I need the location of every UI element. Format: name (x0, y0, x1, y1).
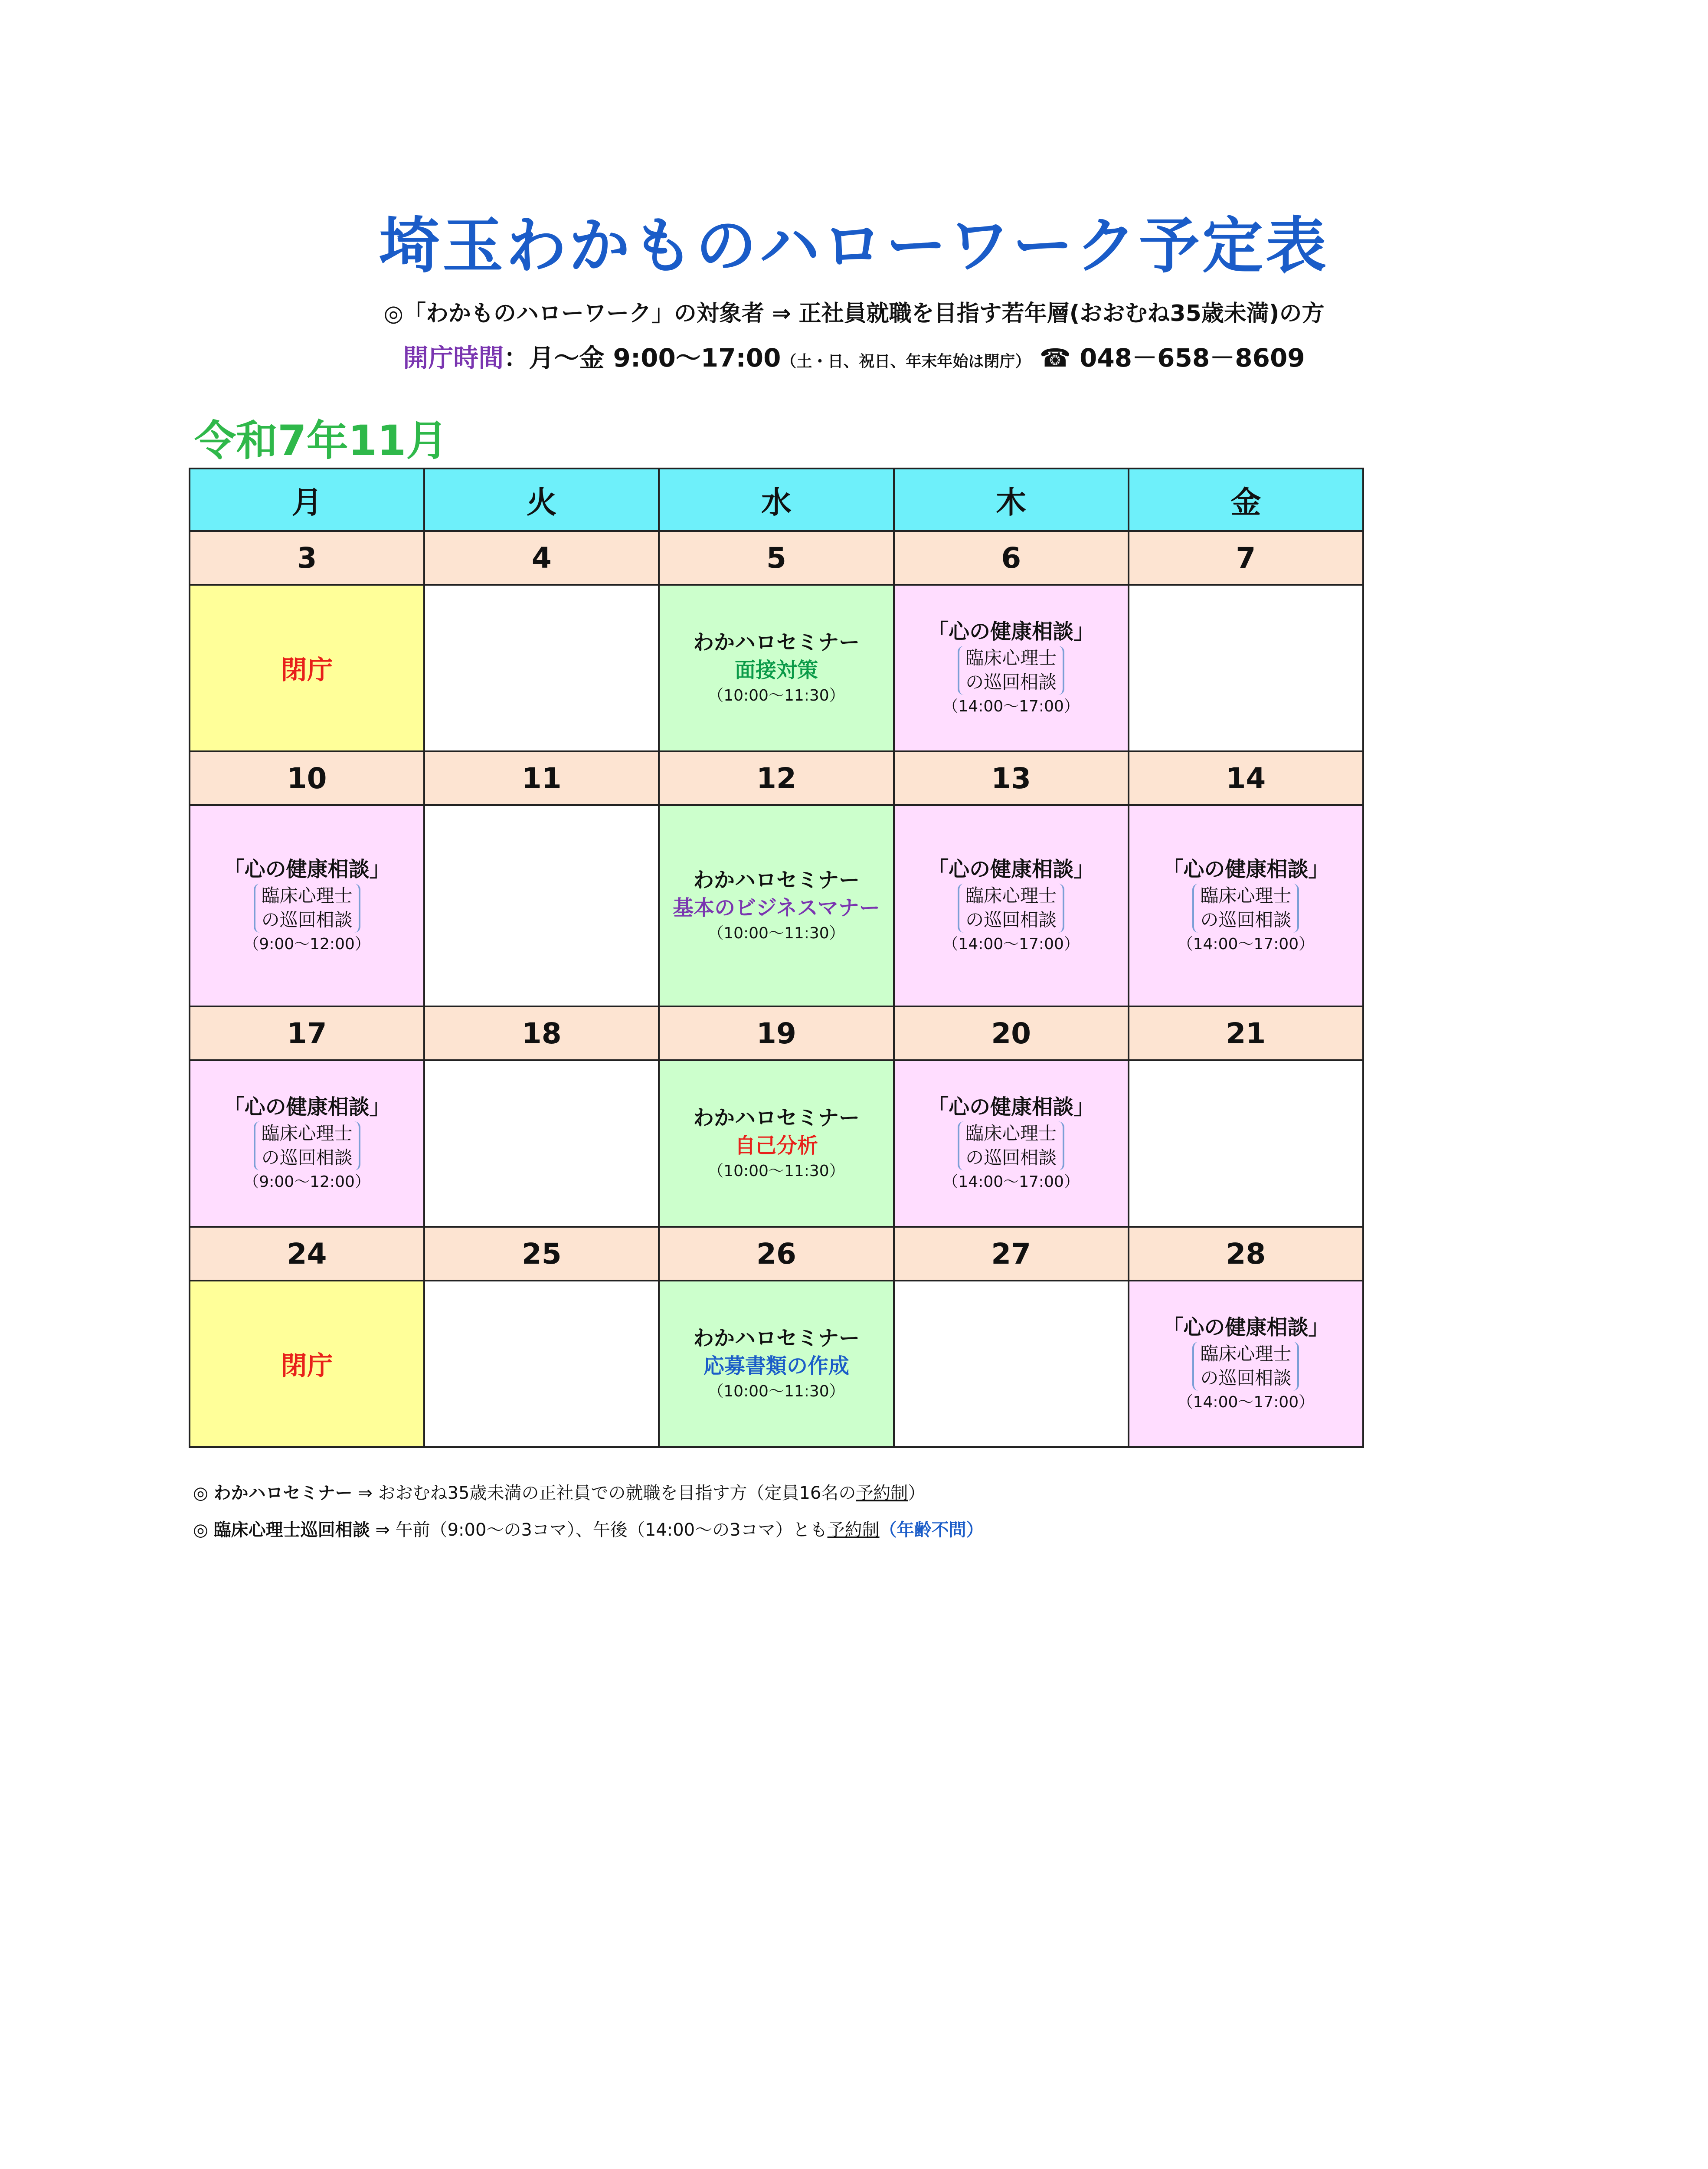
weekday-thu: 木 (894, 469, 1129, 531)
date-cell: 6 (894, 531, 1129, 585)
seminar-note-close: ） (908, 1483, 926, 1503)
consultation-time: （14:00～17:00） (942, 1173, 1080, 1191)
consultation-line1: 臨床心理士 (965, 647, 1057, 668)
date-cell: 13 (894, 751, 1129, 805)
seminar-topic: 自己分析 (734, 1134, 818, 1158)
consultation-title: 「心の健康相談」 (928, 857, 1095, 881)
consultation-description (1192, 1342, 1299, 1391)
seminar-topic: 応募書類の作成 (703, 1354, 849, 1379)
date-cell: 12 (659, 751, 893, 805)
event-row (190, 805, 1363, 1006)
hours-label: 開庁時間 (403, 343, 504, 373)
empty-day-cell (894, 1281, 1129, 1447)
date-cell: 11 (424, 751, 659, 805)
consultation-time: （9:00～12:00） (243, 1173, 370, 1191)
hours-closed-note: （土・日、祝日、年末年始は閉庁） (781, 353, 1031, 370)
date-cell: 7 (1129, 531, 1363, 585)
date-row (190, 751, 1363, 805)
date-cell: 17 (190, 1006, 424, 1060)
seminar-topic: 面接対策 (734, 658, 818, 683)
consultation-line1: 臨床心理士 (261, 1122, 353, 1144)
event-row (190, 1281, 1363, 1447)
seminar-title: わかハロセミナー (693, 868, 860, 893)
empty-day-cell (1129, 1060, 1363, 1227)
phone-number[interactable]: 048－658－8609 (1080, 343, 1305, 373)
consultation-title: 「心の健康相談」 (223, 1094, 390, 1119)
consultation-line2: の巡回相談 (965, 1147, 1057, 1169)
consultation-time: （14:00～17:00） (942, 935, 1080, 953)
consultation-time: （14:00～17:00） (942, 698, 1080, 716)
date-cell: 18 (424, 1006, 659, 1060)
consultation-cell (190, 1060, 424, 1227)
date-cell: 27 (894, 1227, 1129, 1281)
consultation-description (1192, 884, 1299, 933)
consultation-line1: 臨床心理士 (1200, 885, 1292, 906)
empty-day-cell (424, 805, 659, 1006)
date-cell: 21 (1129, 1006, 1363, 1060)
consultation-line2: の巡回相談 (261, 909, 353, 931)
date-cell: 10 (190, 751, 424, 805)
seminar-reservation-label: 予約制 (856, 1483, 908, 1503)
consultation-line1: 臨床心理士 (965, 1122, 1057, 1144)
date-cell: 4 (424, 531, 659, 585)
date-cell: 28 (1129, 1227, 1363, 1281)
consultation-title: 「心の健康相談」 (1162, 857, 1329, 881)
target-audience-line: ◎「わかものハローワーク」の対象者 ⇒ 正社員就職を目指す若年層(おおむね35歳未満)の方 (383, 301, 1325, 327)
consultation-line2: の巡回相談 (965, 909, 1057, 931)
consultation-title: 「心の健康相談」 (1162, 1315, 1329, 1340)
consultation-time: （14:00～17:00） (1177, 935, 1315, 953)
weekday-tue: 火 (424, 469, 659, 531)
weekday-wed: 水 (659, 469, 893, 531)
date-cell: 25 (424, 1227, 659, 1281)
seminar-title: わかハロセミナー (693, 630, 860, 655)
seminar-note (193, 1479, 925, 1504)
event-row (190, 585, 1363, 751)
consultation-cell (1129, 1281, 1363, 1447)
schedule-calendar (189, 468, 1364, 1448)
date-cell: 14 (1129, 751, 1363, 805)
consultation-description (958, 646, 1064, 695)
consultation-description (254, 1121, 360, 1170)
consultation-cell (894, 805, 1129, 1006)
seminar-time: （10:00～11:30） (708, 1162, 845, 1180)
closed-label: 閉庁 (281, 655, 333, 685)
seminar-cell (659, 1060, 893, 1227)
consultation-description (958, 884, 1064, 933)
weekday-fri: 金 (1129, 469, 1363, 531)
note-mark: ◎ (193, 1520, 208, 1540)
consultation-cell (894, 1060, 1129, 1227)
date-cell: 26 (659, 1227, 893, 1281)
consultation-line1: 臨床心理士 (1200, 1343, 1292, 1364)
seminar-topic: 基本のビジネスマナー (673, 896, 880, 921)
closed-day-cell (190, 1281, 424, 1447)
event-row (190, 1060, 1363, 1227)
weekday-header-row (190, 469, 1363, 531)
seminar-time: （10:00～11:30） (708, 924, 845, 942)
empty-day-cell (424, 1281, 659, 1447)
date-cell: 24 (190, 1227, 424, 1281)
weekday-mon: 月 (190, 469, 424, 531)
seminar-time: （10:00～11:30） (708, 686, 845, 704)
seminar-title: わかハロセミナー (693, 1106, 860, 1130)
consultation-line2: の巡回相談 (261, 1147, 353, 1169)
empty-day-cell (424, 1060, 659, 1227)
note-mark: ◎ (193, 1483, 208, 1503)
seminar-cell (659, 585, 893, 751)
consultation-reservation-label: 予約制 (827, 1520, 880, 1540)
date-cell: 20 (894, 1006, 1129, 1060)
seminar-time: （10:00～11:30） (708, 1382, 845, 1400)
seminar-title: わかハロセミナー (693, 1326, 860, 1351)
consultation-title: 「心の健康相談」 (223, 857, 390, 881)
consultation-title: 「心の健康相談」 (928, 619, 1095, 644)
seminar-note-label: わかハロセミナー (213, 1483, 353, 1503)
empty-day-cell (424, 585, 659, 751)
consultation-line1: 臨床心理士 (261, 885, 353, 906)
opening-hours-line (0, 337, 1708, 374)
seminar-note-text: おおむね35歳未満の正社員での就職を目指す方（定員16名の (378, 1483, 856, 1503)
consultation-line2: の巡回相談 (965, 672, 1057, 693)
date-cell: 3 (190, 531, 424, 585)
consultation-note-label: 臨床心理士巡回相談 (213, 1520, 370, 1540)
consultation-note (193, 1516, 984, 1541)
month-title: 令和7年11月 (194, 416, 448, 465)
consultation-line2: の巡回相談 (1200, 1367, 1292, 1389)
consultation-cell (190, 805, 424, 1006)
consultation-cell (894, 585, 1129, 751)
date-cell: 5 (659, 531, 893, 585)
consultation-description (254, 884, 360, 933)
age-unrestricted-note: （年齢不問） (879, 1520, 984, 1540)
seminar-cell (659, 1281, 893, 1447)
page-title: 埼玉わかものハローワーク予定表 (379, 211, 1329, 282)
closed-day-cell (190, 585, 424, 751)
consultation-title: 「心の健康相談」 (928, 1094, 1095, 1119)
arrow-icon: ⇒ (375, 1520, 390, 1540)
telephone-icon: ☎ (1039, 343, 1071, 373)
consultation-cell (1129, 805, 1363, 1006)
consultation-time: （14:00～17:00） (1177, 1393, 1315, 1412)
seminar-cell (659, 805, 893, 1006)
consultation-note-text: 午前（9:00～の3コマ）、午後（14:00～の3コマ）とも (395, 1520, 828, 1540)
consultation-line1: 臨床心理士 (965, 885, 1057, 906)
date-row (190, 1227, 1363, 1281)
date-row (190, 531, 1363, 585)
arrow-icon: ⇒ (358, 1483, 373, 1503)
consultation-time: （9:00～12:00） (243, 935, 370, 953)
consultation-description (958, 1121, 1064, 1170)
consultation-line2: の巡回相談 (1200, 909, 1292, 931)
date-cell: 19 (659, 1006, 893, 1060)
closed-label: 閉庁 (281, 1351, 333, 1381)
date-row (190, 1006, 1363, 1060)
empty-day-cell (1129, 585, 1363, 751)
hours-main: ：月～金 9:00～17:00 (504, 343, 781, 373)
